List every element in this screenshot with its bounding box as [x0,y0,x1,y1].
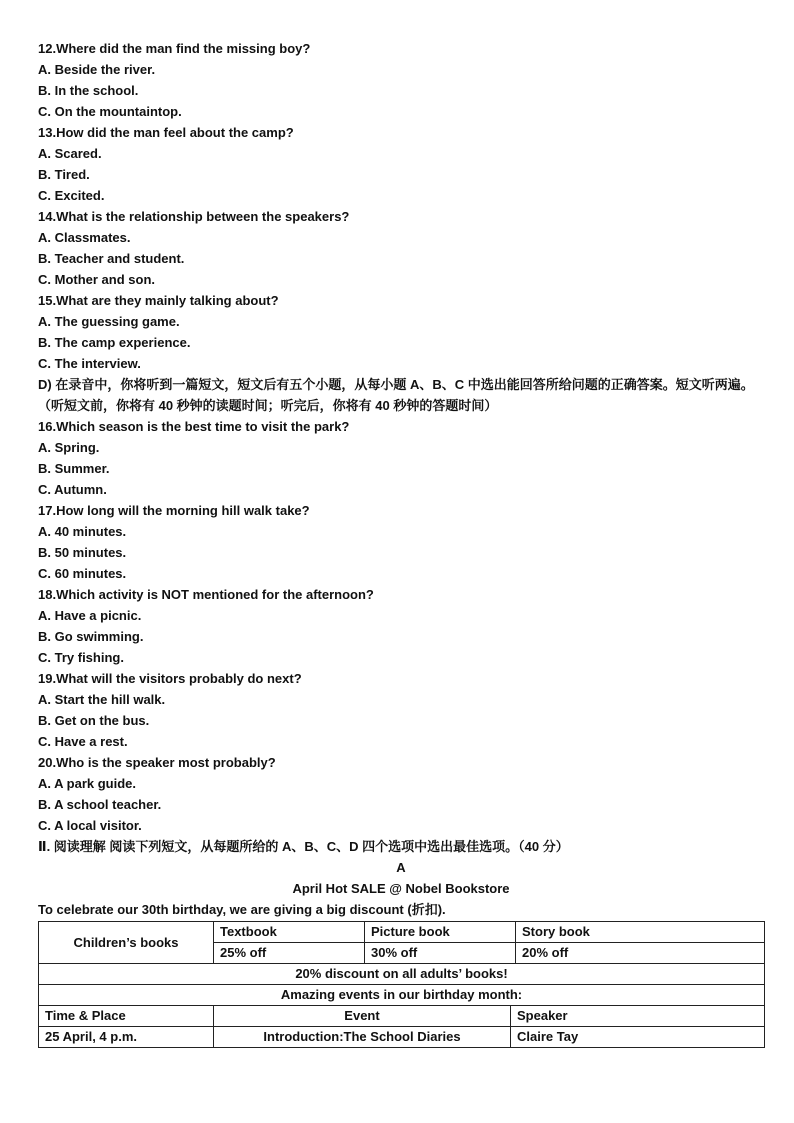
table-row [39,964,765,985]
option-c: C. 60 minutes. [38,566,127,581]
passage-label: A [396,860,406,875]
option-a: A. A park guide. [38,776,136,791]
option-b: B. Tired. [38,167,90,182]
option-c: C. The interview. [38,356,141,371]
option-c: C. Excited. [38,188,105,203]
table-row [39,922,765,943]
question-13 [38,122,764,206]
childrens-books-label: Children’s books [39,922,214,964]
sale-table [38,921,765,1006]
question-text: 19.What will the visitors probably do next? [38,671,302,686]
event-name-cell: Introduction:The School Diaries [214,1027,511,1048]
question-text: 12.Where did the man find the missing boy? [38,41,311,56]
option-c: C. Autumn. [38,482,107,497]
question-text: 16.Which season is the best time to visit the park? [38,419,350,434]
table-row [39,1006,765,1027]
option-b: B. Summer. [38,461,110,476]
option-b: B. Teacher and student. [38,251,185,266]
question-18 [38,584,764,668]
table-row [39,1027,765,1048]
section-d-instructions: D) 在录音中，你将听到一篇短文，短文后有五个小题，从每小题 A、B、C 中选出能回答所给问题的正确答案。短文听两遍。（听短文前，你将有 40 秒钟的读题时间；听完后，你将有 40 秒钟的答题时间） [38,377,754,413]
event-time-cell: 25 April, 4 p.m. [39,1027,214,1048]
discount-cell: 25% off [214,943,365,964]
option-b: B. Get on the bus. [38,713,150,728]
book-type-cell: Story book [516,922,765,943]
option-a: A. Classmates. [38,230,131,245]
question-16 [38,416,764,500]
option-b: B. The camp experience. [38,335,191,350]
question-text: 17.How long will the morning hill walk take? [38,503,310,518]
option-c: C. Mother and son. [38,272,155,287]
table-row [39,985,765,1006]
option-c: C. On the mountaintop. [38,104,182,119]
discount-cell: 30% off [365,943,516,964]
option-b: B. A school teacher. [38,797,162,812]
question-text: 14.What is the relationship between the speakers? [38,209,350,224]
option-a: A. Spring. [38,440,100,455]
question-15 [38,290,764,374]
question-text: 13.How did the man feel about the camp? [38,125,294,140]
column-header: Time & Place [39,1006,214,1027]
question-20 [38,752,764,836]
option-a: A. The guessing game. [38,314,180,329]
option-a: A. Have a picnic. [38,608,142,623]
option-a: A. Beside the river. [38,62,156,77]
option-b: B. In the school. [38,83,139,98]
question-text: 20.Who is the speaker most probably? [38,755,276,770]
column-header: Event [214,1006,511,1027]
events-table [38,1005,765,1048]
adults-discount-row: 20% discount on all adults’ books! [39,964,765,985]
question-12 [38,38,764,122]
events-heading-row: Amazing events in our birthday month: [39,985,765,1006]
option-c: C. Have a rest. [38,734,128,749]
event-speaker-cell: Claire Tay [511,1027,765,1048]
column-header: Speaker [511,1006,765,1027]
question-17 [38,500,764,584]
question-text: 18.Which activity is NOT mentioned for the afternoon? [38,587,374,602]
exam-page [38,38,764,1048]
reading-section-heading: Ⅱ. 阅读理解 阅读下列短文，从每题所给的 A、B、C、D 四个选项中选出最佳选项。（40 分） [38,839,569,854]
option-c: C. Try fishing. [38,650,124,665]
option-c: C. A local visitor. [38,818,142,833]
passage-title: April Hot SALE @ Nobel Bookstore [292,881,510,896]
passage-intro: To celebrate our 30th birthday, we are giving a big discount (折扣). [38,902,446,917]
option-a: A. 40 minutes. [38,524,127,539]
question-text: 15.What are they mainly talking about? [38,293,279,308]
question-14 [38,206,764,290]
book-type-cell: Textbook [214,922,365,943]
discount-cell: 20% off [516,943,765,964]
option-b: B. 50 minutes. [38,545,127,560]
option-a: A. Scared. [38,146,102,161]
question-19 [38,668,764,752]
book-type-cell: Picture book [365,922,516,943]
option-b: B. Go swimming. [38,629,144,644]
option-a: A. Start the hill walk. [38,692,166,707]
